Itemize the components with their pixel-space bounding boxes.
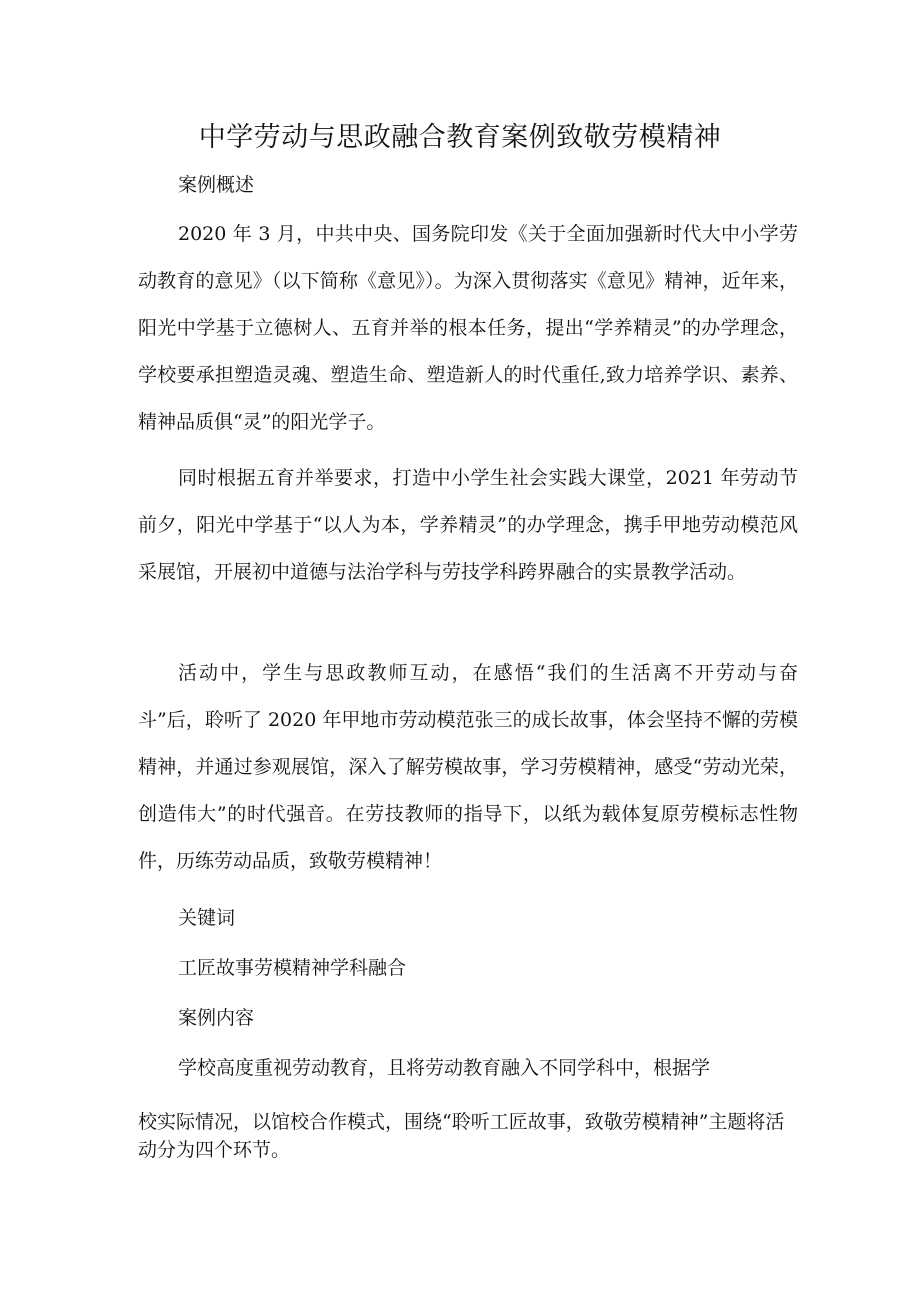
section-heading-overview: 案例概述 (178, 174, 255, 196)
keywords-value: 工匠故事劳模精神学科融合 (178, 957, 407, 979)
paragraph-overview-1: 2020 年 3 月，中共中央、国务院印发《关于全面加强新时代大中小学劳动教育的意见》（以下简称《意见》）。为深入贯彻落实《意见》精神，近年来，阳光中学基于立德树人、五育并举的根本任务，提出“学养精灵”的办学理念，学校要承担塑造灵魂、塑造生命、塑造新人的时代重任,致力培养学识、素养、精神品质俱“灵”的阳光学子。 (138, 223, 798, 433)
paragraph-content-1-rest: 校实际情况，以馆校合作模式，围绕“聆听工匠故事，致敬劳模精神”主题将活动分为四个环节。 (138, 1111, 785, 1161)
section-heading-keywords: 关键词 (178, 907, 236, 929)
document-title: 中学劳动与思政融合教育案例致敬劳模精神 (198, 122, 722, 153)
paragraph-overview-2: 同时根据五育并举要求，打造中小学生社会实践大课堂，2021 年劳动节前夕，阳光中学基于“以人为本，学养精灵”的办学理念，携手甲地劳动模范风采展馆，开展初中道德与法治学科与劳技学科跨界融合的实景教学活动。 (138, 467, 798, 583)
paragraph-overview-3: 活动中，学生与思政教师互动，在感悟“我们的生活离不开劳动与奋斗”后，聆听了 2020 年甲地市劳动模范张三的成长故事，体会坚持不懈的劳模精神，并通过参观展馆，深入了解劳模故事，学习劳模精神，感受“劳动光荣，创造伟大”的时代强音。在劳技教师的指导下，以纸为载体复原劳模标志性物件，历练劳动品质，致敬劳模精神！ (138, 662, 798, 872)
section-heading-content: 案例内容 (178, 1007, 255, 1029)
paragraph-content-1-line1: 学校高度重视劳动教育，且将劳动教育融入不同学科中，根据学 (178, 1057, 711, 1079)
